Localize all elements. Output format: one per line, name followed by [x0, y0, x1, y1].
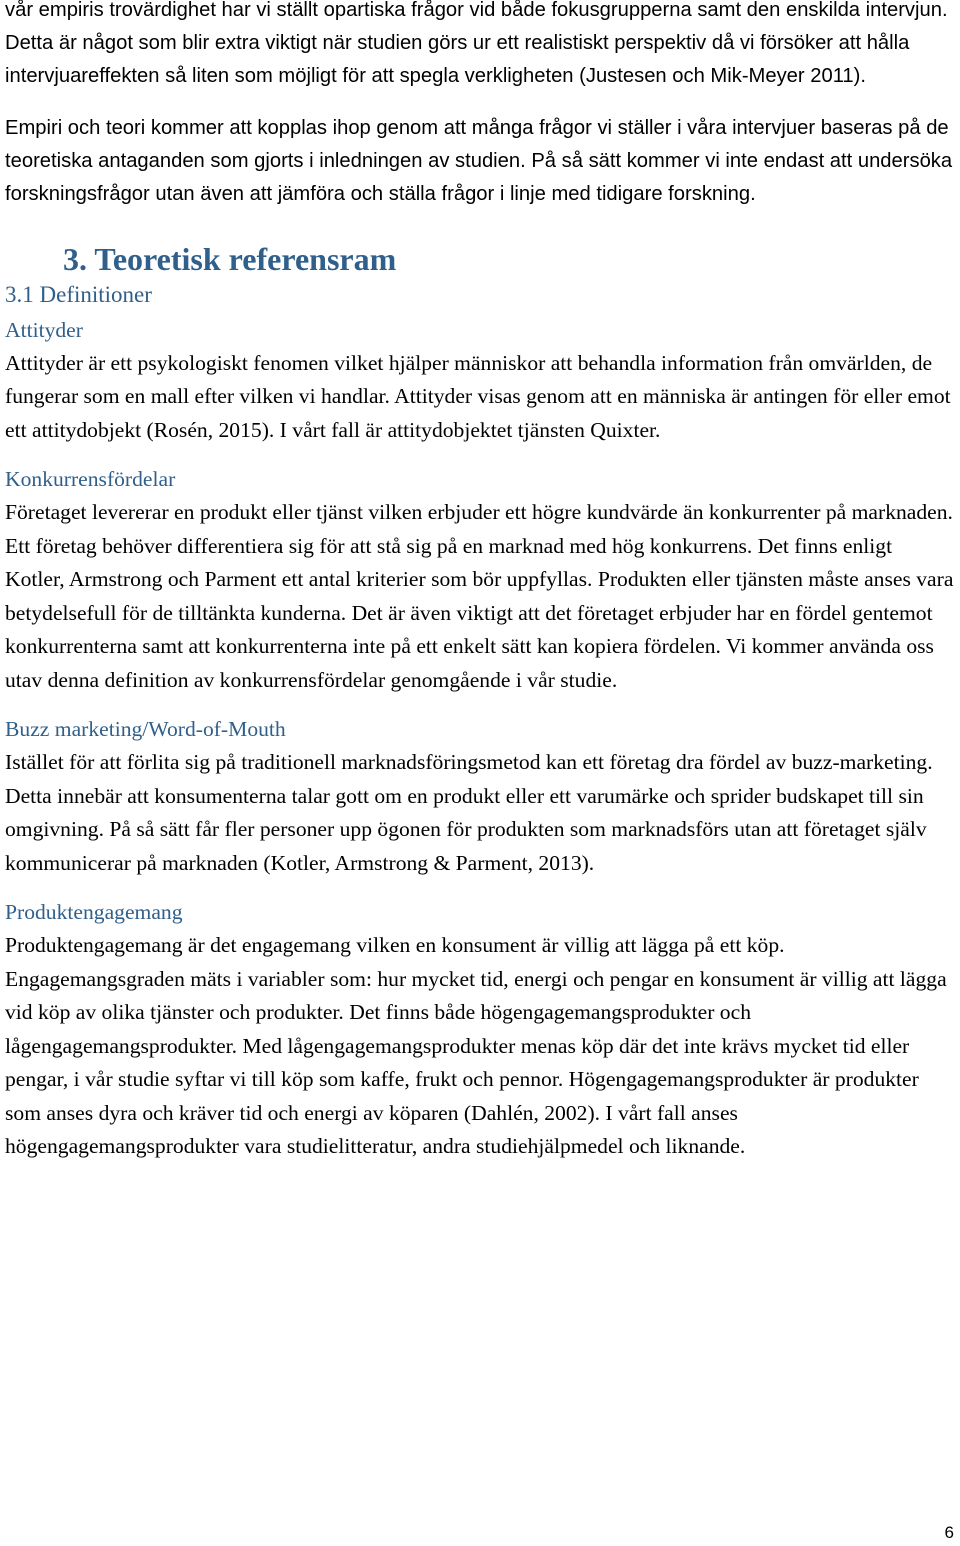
subheading-konkurrensfordelar: Konkurrensfördelar: [5, 467, 176, 492]
intro-paragraph: vår empiris trovärdighet har vi ställt opartiska frågor vid både fokusgrupperna samt den enskilda intervjun. Detta är något som blir extra viktigt när studien görs ur ett realistiskt perspektiv då vi försöker att hålla intervjuareffekten så liten som möjligt för att spegla verkligheten (Justesen och Mik-Meyer 2011).: [5, 0, 948, 87]
page-number: 6: [944, 1523, 954, 1542]
document-page: [5, 0, 955, 1164]
konkurrensfordelar-paragraph: Företaget levererar en produkt eller tjänst vilken erbjuder ett högre kundvärde än konkurrenter på marknaden. Ett företag behöver differentiera sig för att stå sig på en marknad med hög konkurrens. Det finns enligt Kotler, Armstrong och Parment ett antal kriterier som bör uppfyllas. Produkten eller tjänsten måste anses vara betydelsefull för de tilltänkta kunderna. Det är även viktigt att det företaget erbjuder har en fördel gentemot konkurrenterna samt att konkurrenterna inte på ett enkelt sätt kan kopiera fördelen. Vi kommer använda oss utav denna definition av konkurrensfördelar genomgående i vår studie.: [5, 500, 954, 692]
attityder-paragraph: Attityder är ett psykologiskt fenomen vilket hjälper människor att behandla information från omvärlden, de fungerar som en mall efter vilken vi handlar. Attityder visas genom att en människa är antingen för eller emot ett attitydobjekt (Rosén, 2015). I vårt fall är attitydobjektet tjänsten Quixter.: [5, 350, 951, 442]
section-heading: 3.1 Definitioner: [5, 281, 152, 307]
subheading-produktengagemang: Produktengagemang: [5, 900, 183, 925]
produktengagemang-paragraph: Produktengagemang är det engagemang vilken en konsument är villig att lägga på ett köp. Engagemangsgraden mäts i variabler som: hur mycket tid, energi och pengar en konsument är villig att lägga vid köp av olika tjänster och produkter. Det finns både högengagemangsprodukter och lågengagemangsprodukter. Med lågengagemangsprodukter menas köp där det inte krävs mycket tid eller pengar, i vår studie syftar vi till köp som kaffe, frukt och pennor. Högengagemangsprodukter är produkter som anses dyra och kräver tid och energi av köparen (Dahlén, 2002). I vårt fall anses högengagemangsprodukter vara studielitteratur, andra studiehjälpmedel och liknande.: [5, 933, 947, 1159]
buzz-marketing-paragraph: Istället för att förlita sig på traditionell marknadsföringsmetod kan ett företag dra fördel av buzz-marketing. Detta innebär att konsumenterna talar gott om en produkt eller ett varumärke och sprider budskapet till sin omgivning. På så sätt får fler personer upp ögonen för produkten som marknadsförs utan att företaget själv kommunicerar på marknaden (Kotler, Armstrong & Parment, 2013).: [5, 750, 933, 875]
subheading-buzz-marketing: Buzz marketing/Word-of-Mouth: [5, 717, 286, 742]
subheading-attityder: Attityder: [5, 317, 83, 342]
chapter-heading: 3. Teoretisk referensram: [63, 240, 397, 277]
empiri-paragraph: Empiri och teori kommer att kopplas ihop genom att många frågor vi ställer i våra intervjuer baseras på de teoretiska antaganden som gjorts i inledningen av studien. På så sätt kommer vi inte endast att undersöka forskningsfrågor utan även att jämföra och ställa frågor i linje med tidigare forskning.: [5, 117, 953, 205]
